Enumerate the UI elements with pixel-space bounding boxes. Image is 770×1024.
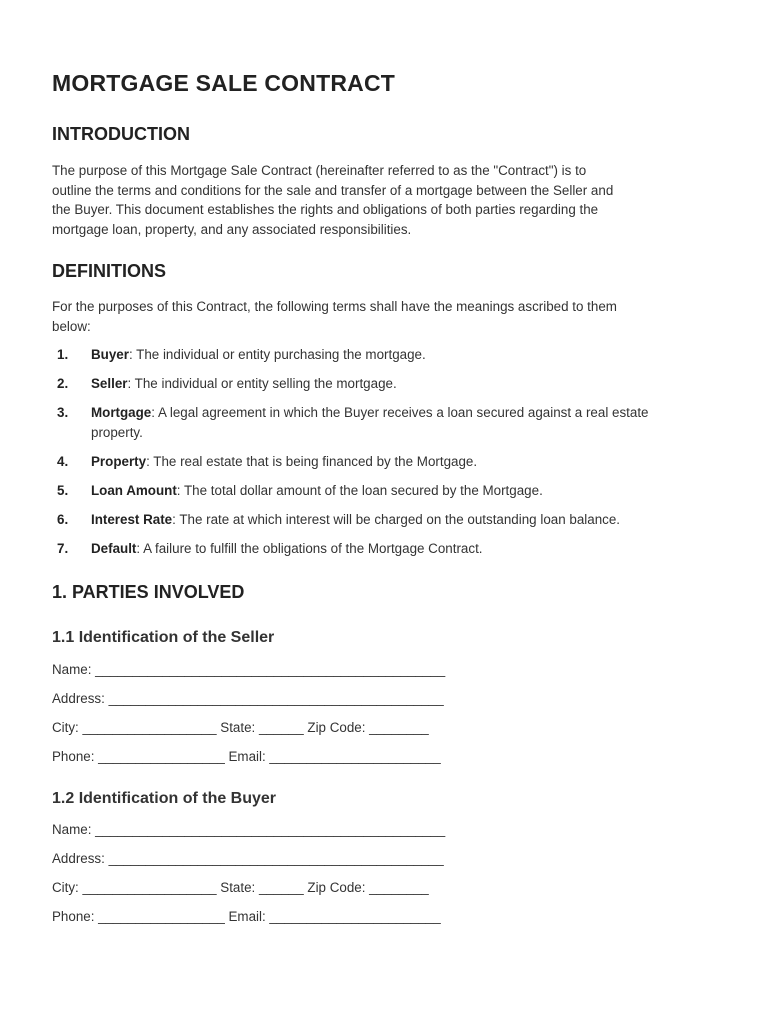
definition-term: Interest Rate (91, 511, 173, 527)
definition-term: Buyer (91, 347, 129, 362)
definition-text: : The total dollar amount of the loan secured by the Mortgage. (176, 482, 543, 498)
introduction-heading: INTRODUCTION (52, 124, 190, 144)
definitions-intro (52, 297, 712, 336)
introduction-line: outline the terms and conditions for the sale and transfer of a mortgage between the Seller and (52, 182, 614, 198)
definition-term: Default (91, 540, 137, 556)
introduction-line: the Buyer. This document establishes the rights and obligations of both parties regarding the (52, 202, 599, 218)
seller-phone-email-field[interactable]: Phone: _________________ Email: _______________________ (52, 749, 441, 764)
parties-heading: 1. PARTIES INVOLVED (52, 582, 245, 602)
definition-number: 5. (57, 482, 69, 498)
definition-item-loan-amount (52, 481, 718, 501)
buyer-address-field[interactable]: Address: _____________________________________________ (52, 851, 444, 866)
buyer-name-field[interactable]: Name: _______________________________________________ (52, 822, 446, 837)
definitions-heading: DEFINITIONS (52, 261, 167, 281)
introduction-paragraph (52, 161, 712, 239)
definition-number: 4. (57, 453, 69, 469)
definition-item-mortgage (52, 403, 718, 442)
definition-term: Seller (91, 375, 128, 391)
definition-item-seller (52, 374, 718, 394)
definition-number: 1. (57, 347, 69, 362)
definition-item-interest-rate (52, 510, 718, 530)
definition-term: Loan Amount (91, 482, 177, 498)
definition-term: Mortgage (91, 404, 152, 420)
buyer-phone-email-field[interactable]: Phone: _________________ Email: _______________________ (52, 909, 441, 924)
seller-city-state-zip-field[interactable]: City: __________________ State: ______ Zip Code: ________ (52, 720, 429, 735)
definition-text: : A legal agreement in which the Buyer receives a loan secured against a real estate property. (91, 404, 649, 440)
seller-name-field[interactable]: Name: _______________________________________________ (52, 662, 446, 677)
introduction-line: The purpose of this Mortgage Sale Contract (hereinafter referred to as the "Contract") is to (52, 163, 587, 178)
definitions-list (52, 345, 718, 567)
definition-number: 3. (57, 404, 69, 420)
definition-text: : The rate at which interest will be charged on the outstanding loan balance. (172, 511, 621, 527)
document-title: MORTGAGE SALE CONTRACT (52, 70, 395, 96)
definition-number: 2. (57, 375, 69, 391)
definition-item-property (52, 452, 718, 472)
definitions-intro-line: For the purposes of this Contract, the following terms shall have the meanings ascribed to them (52, 299, 617, 314)
seller-address-field[interactable]: Address: _____________________________________________ (52, 691, 444, 706)
definition-number: 6. (57, 511, 69, 527)
seller-heading: 1.1 Identification of the Seller (52, 629, 275, 646)
definition-item-default (52, 539, 718, 559)
definition-text: : A failure to fulfill the obligations of the Mortgage Contract. (136, 540, 483, 556)
buyer-heading: 1.2 Identification of the Buyer (52, 790, 277, 807)
definitions-intro-line: below: (52, 318, 91, 334)
definition-item-buyer (52, 345, 718, 365)
definition-text: : The individual or entity purchasing the mortgage. (128, 347, 426, 362)
definition-number: 7. (57, 540, 69, 556)
buyer-city-state-zip-field[interactable]: City: __________________ State: ______ Zip Code: ________ (52, 880, 429, 895)
introduction-line: mortgage loan, property, and any associated responsibilities. (52, 221, 412, 237)
definition-text: : The individual or entity selling the mortgage. (127, 375, 397, 391)
definition-term: Property (91, 453, 147, 469)
definition-text: : The real estate that is being financed by the Mortgage. (146, 453, 478, 469)
